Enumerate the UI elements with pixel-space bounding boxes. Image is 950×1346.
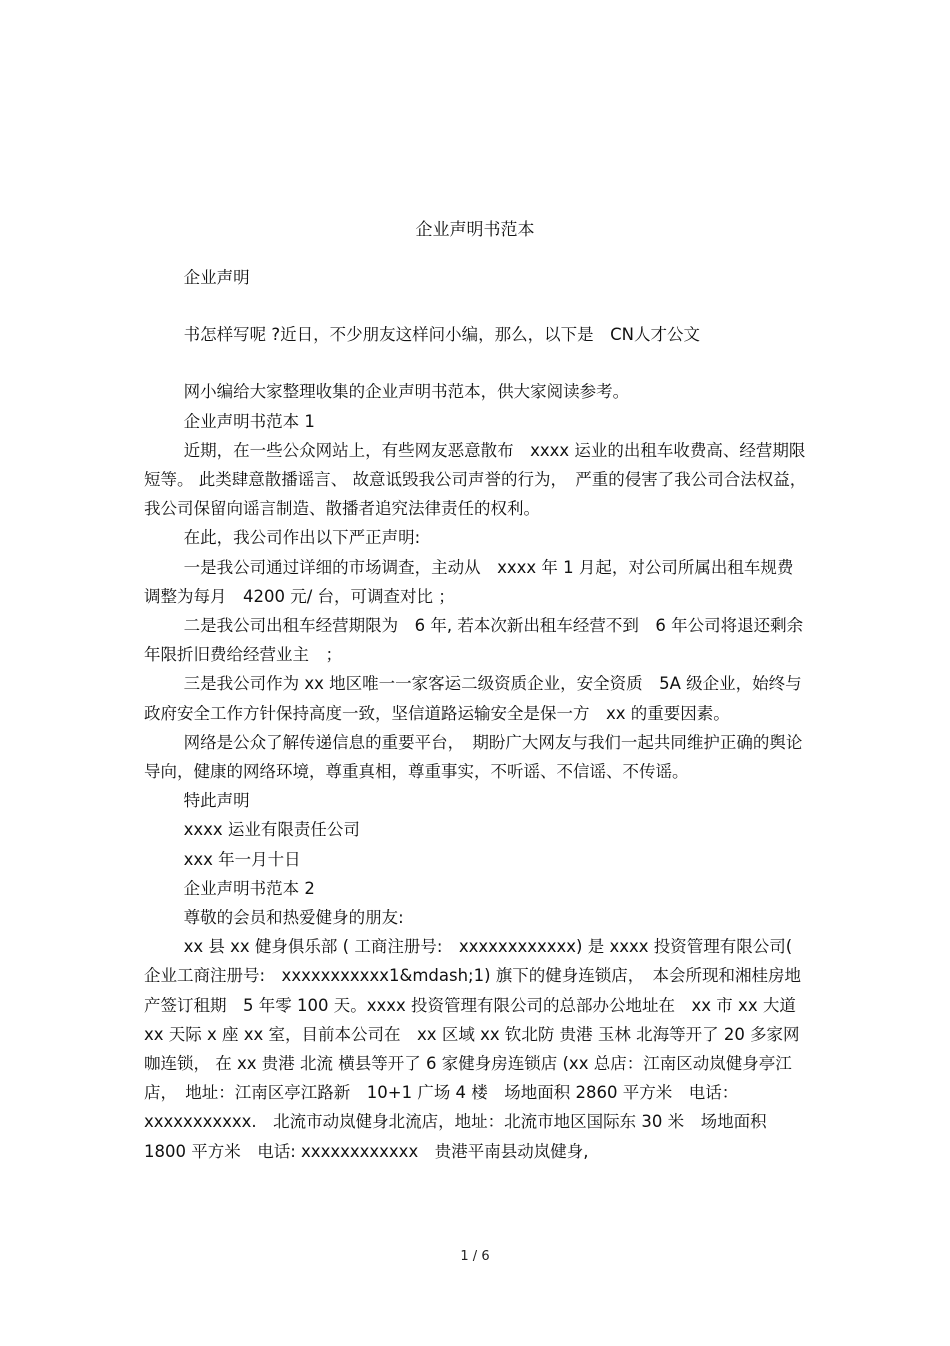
paragraph: 近期，在一些公众网站上，有些网友恶意散布 xxxx 运业的出租车收费高、经营期限短等。 此类肆意散播谣言、 故意诋毁我公司声誉的行为， 严重的侵害了我公司合法权益，我公司保留向谣言制造、散播者追究法律责任的权利。 <box>144 440 807 519</box>
paragraph: 特此声明 <box>183 791 250 811</box>
section-heading: 企业声明书范本 1 <box>183 411 315 431</box>
paragraph: 书怎样写呢 ?近日，不少朋友这样问小编，那么，以下是 CN人才公文 <box>183 325 700 345</box>
signature-date: xxx 年一月十日 <box>183 849 301 869</box>
page-number: 1 / 6 <box>460 1249 490 1264</box>
paragraph: 企业声明 <box>183 268 250 287</box>
paragraph: 一是我公司通过详细的市场调查，主动从 xxxx 年 1 月起，对公司所属出租车规费调整为每月 4200 元/ 台，可调查对比 ； <box>144 557 794 606</box>
section-heading: 企业声明书范本 2 <box>183 878 315 898</box>
paragraph: 网络是公众了解传递信息的重要平台， 期盼广大网友与我们一起共同维护正确的舆论导向，健康的网络环境，尊重真相，尊重事实，不听谣、不信谣、不传谣。 <box>144 732 803 782</box>
document-body <box>144 263 809 1166</box>
paragraph: xx 县 xx 健身俱乐部 ( 工商注册号: xxxxxxxxxxxx) 是 xxxx 投资管理有限公司( 企业工商注册号: xxxxxxxxxxx1&mdash;1) 旗下的健身连锁店， 本会所现和湘桂房地产签订租期 5 年零 100 天。xxxx 投资管理有限公司的总部办公地址在 xx 市 xx 大道 xx 天际 x 座 xx 室，目前本公司在 xx 区域 xx 钦北防 贵港 玉林 北海等开了 20 多家网咖连锁， 在 xx 贵港 北流 横县等开了 6 家健身房连锁店 (xx 总店：江南区动岚健身亭江店， 地址：江南区亭江路新 10+1 广场 4 楼 场地面积 2860 平方米 电话：xxxxxxxxxxx. 北流市动岚健身北流店，地址：北流市地区国际东 30 米 场地面积 1800 平方米 电话: xxxxxxxxxxxx 贵港平南县动岚健身, <box>144 937 802 1161</box>
paragraph: 在此，我公司作出以下严正声明: <box>183 528 421 548</box>
document-title: 企业声明书范本 <box>415 220 535 240</box>
paragraph: 三是我公司作为 xx 地区唯一一家客运二级资质企业，安全资质 5A 级企业，始终与政府安全工作方针保持高度一致，坚信道路运输安全是保一方 xx 的重要因素。 <box>144 674 802 723</box>
paragraph: 尊敬的会员和热爱健身的朋友: <box>183 908 404 928</box>
signature-company: xxxx 运业有限责任公司 <box>183 820 360 840</box>
paragraph: 二是我公司出租车经营期限为 6 年, 若本次新出租车经营不到 6 年公司将退还剩余年限折旧费给经营业主 ； <box>144 616 804 665</box>
paragraph: 网小编给大家整理收集的企业声明书范本，供大家阅读参考。 <box>183 382 630 402</box>
